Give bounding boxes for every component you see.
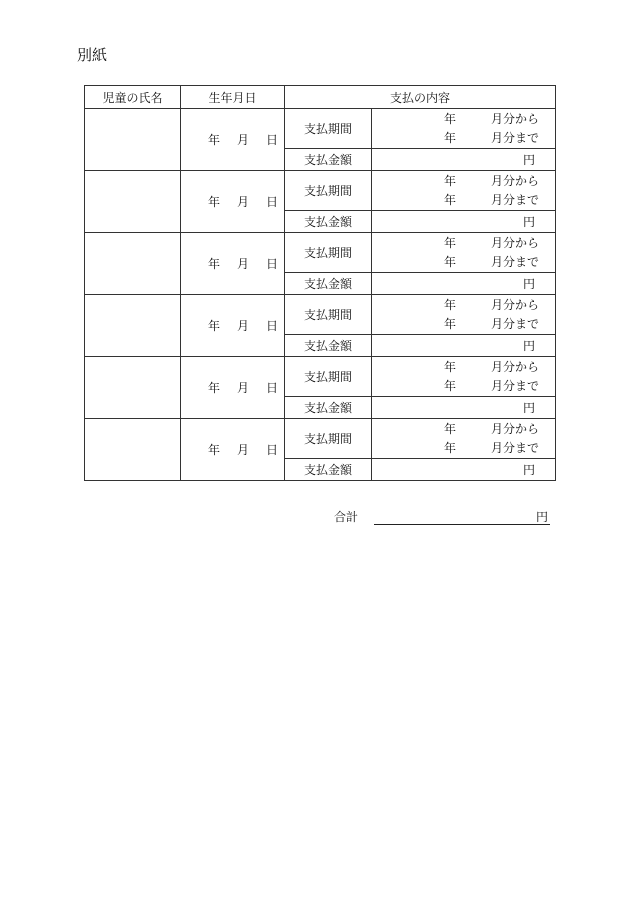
period-to-month-unit: 月分まで [490, 378, 539, 393]
payment-period-field[interactable] [372, 295, 556, 335]
period-from-year-unit: 年 [444, 111, 457, 126]
period-from-year-unit: 年 [444, 421, 457, 436]
period-from-month-unit: 月分から [490, 359, 539, 374]
period-from-year-unit: 年 [444, 359, 457, 374]
period-to-month-unit: 月分まで [490, 440, 539, 455]
period-from-month-unit: 月分から [490, 421, 539, 436]
period-from-line [372, 172, 555, 191]
payment-form-table [84, 85, 556, 481]
birth-month-unit: 月 [236, 319, 249, 333]
child-name-cell[interactable] [85, 357, 181, 419]
payment-amount-field[interactable] [372, 335, 556, 357]
period-to-year-unit: 年 [444, 254, 457, 269]
birth-year-unit: 年 [207, 195, 220, 209]
child-name-cell[interactable] [85, 233, 181, 295]
total-input-line[interactable] [374, 524, 550, 525]
birth-year-unit: 年 [207, 319, 220, 333]
record-period-row [85, 357, 556, 397]
payment-amount-label: 支払金額 [285, 273, 372, 295]
child-name-cell[interactable] [85, 295, 181, 357]
birth-year-unit: 年 [207, 443, 220, 457]
amount-yen-unit: 円 [522, 463, 535, 477]
header-row [85, 86, 556, 109]
birth-day-unit: 日 [265, 133, 278, 147]
period-from-month-unit: 月分から [490, 235, 539, 250]
record-period-row [85, 171, 556, 211]
payment-period-field[interactable] [372, 109, 556, 149]
birth-date-cell[interactable] [181, 295, 285, 357]
period-from-line [372, 420, 555, 439]
amount-yen-unit: 円 [522, 277, 535, 291]
header-birth-date: 生年月日 [181, 86, 285, 109]
birth-day-unit: 日 [265, 319, 278, 333]
payment-amount-label: 支払金額 [285, 459, 372, 481]
period-from-year-unit: 年 [444, 297, 457, 312]
payment-amount-field[interactable] [372, 397, 556, 419]
header-child-name: 児童の氏名 [85, 86, 181, 109]
birth-day-unit: 日 [265, 257, 278, 271]
birth-month-unit: 月 [236, 195, 249, 209]
period-to-month-unit: 月分まで [490, 316, 539, 331]
header-payment-content: 支払の内容 [285, 86, 556, 109]
period-from-month-unit: 月分から [490, 173, 539, 188]
payment-period-label: 支払期間 [285, 171, 372, 211]
birth-month-unit: 月 [236, 443, 249, 457]
period-to-month-unit: 月分まで [490, 130, 539, 145]
birth-day-unit: 日 [265, 195, 278, 209]
payment-period-label: 支払期間 [285, 295, 372, 335]
amount-yen-unit: 円 [522, 339, 535, 353]
record-period-row [85, 419, 556, 459]
period-to-month-unit: 月分まで [490, 254, 539, 269]
payment-period-label: 支払期間 [285, 233, 372, 273]
payment-amount-label: 支払金額 [285, 335, 372, 357]
payment-amount-field[interactable] [372, 273, 556, 295]
period-from-month-unit: 月分から [490, 297, 539, 312]
payment-amount-field[interactable] [372, 211, 556, 233]
payment-period-field[interactable] [372, 233, 556, 273]
record-period-row [85, 109, 556, 149]
amount-yen-unit: 円 [522, 215, 535, 229]
period-from-line [372, 296, 555, 315]
payment-amount-label: 支払金額 [285, 149, 372, 171]
payment-period-field[interactable] [372, 171, 556, 211]
birth-date-cell[interactable] [181, 419, 285, 481]
period-to-year-unit: 年 [444, 192, 457, 207]
total-label: 合計 [334, 510, 359, 524]
amount-yen-unit: 円 [522, 153, 535, 167]
period-from-line [372, 110, 555, 129]
record-period-row [85, 295, 556, 335]
period-to-year-unit: 年 [444, 316, 457, 331]
total-yen-unit: 円 [535, 510, 548, 524]
period-from-year-unit: 年 [444, 235, 457, 250]
birth-month-unit: 月 [236, 133, 249, 147]
amount-yen-unit: 円 [522, 401, 535, 415]
payment-period-field[interactable] [372, 357, 556, 397]
record-period-row [85, 233, 556, 273]
child-name-cell[interactable] [85, 109, 181, 171]
period-from-year-unit: 年 [444, 173, 457, 188]
period-to-line [372, 253, 555, 272]
period-to-line [372, 315, 555, 334]
payment-amount-label: 支払金額 [285, 211, 372, 233]
payment-amount-field[interactable] [372, 149, 556, 171]
birth-month-unit: 月 [236, 381, 249, 395]
period-from-line [372, 358, 555, 377]
period-to-line [372, 191, 555, 210]
payment-period-label: 支払期間 [285, 419, 372, 459]
period-from-line [372, 234, 555, 253]
period-to-line [372, 377, 555, 396]
child-name-cell[interactable] [85, 419, 181, 481]
birth-date-cell[interactable] [181, 233, 285, 295]
birth-year-unit: 年 [207, 257, 220, 271]
payment-period-label: 支払期間 [285, 109, 372, 149]
birth-date-cell[interactable] [181, 357, 285, 419]
period-to-month-unit: 月分まで [490, 192, 539, 207]
period-to-year-unit: 年 [444, 130, 457, 145]
birth-month-unit: 月 [236, 257, 249, 271]
total-field[interactable] [334, 508, 550, 526]
birth-day-unit: 日 [265, 443, 278, 457]
period-to-line [372, 439, 555, 458]
birth-date-cell[interactable] [181, 109, 285, 171]
page-title: 別紙 [77, 46, 108, 64]
payment-period-label: 支払期間 [285, 357, 372, 397]
child-name-cell[interactable] [85, 171, 181, 233]
period-to-line [372, 129, 555, 148]
birth-day-unit: 日 [265, 381, 278, 395]
period-to-year-unit: 年 [444, 378, 457, 393]
payment-amount-label: 支払金額 [285, 397, 372, 419]
birth-date-cell[interactable] [181, 171, 285, 233]
period-from-month-unit: 月分から [490, 111, 539, 126]
birth-year-unit: 年 [207, 133, 220, 147]
payment-period-field[interactable] [372, 419, 556, 459]
payment-amount-field[interactable] [372, 459, 556, 481]
period-to-year-unit: 年 [444, 440, 457, 455]
birth-year-unit: 年 [207, 381, 220, 395]
